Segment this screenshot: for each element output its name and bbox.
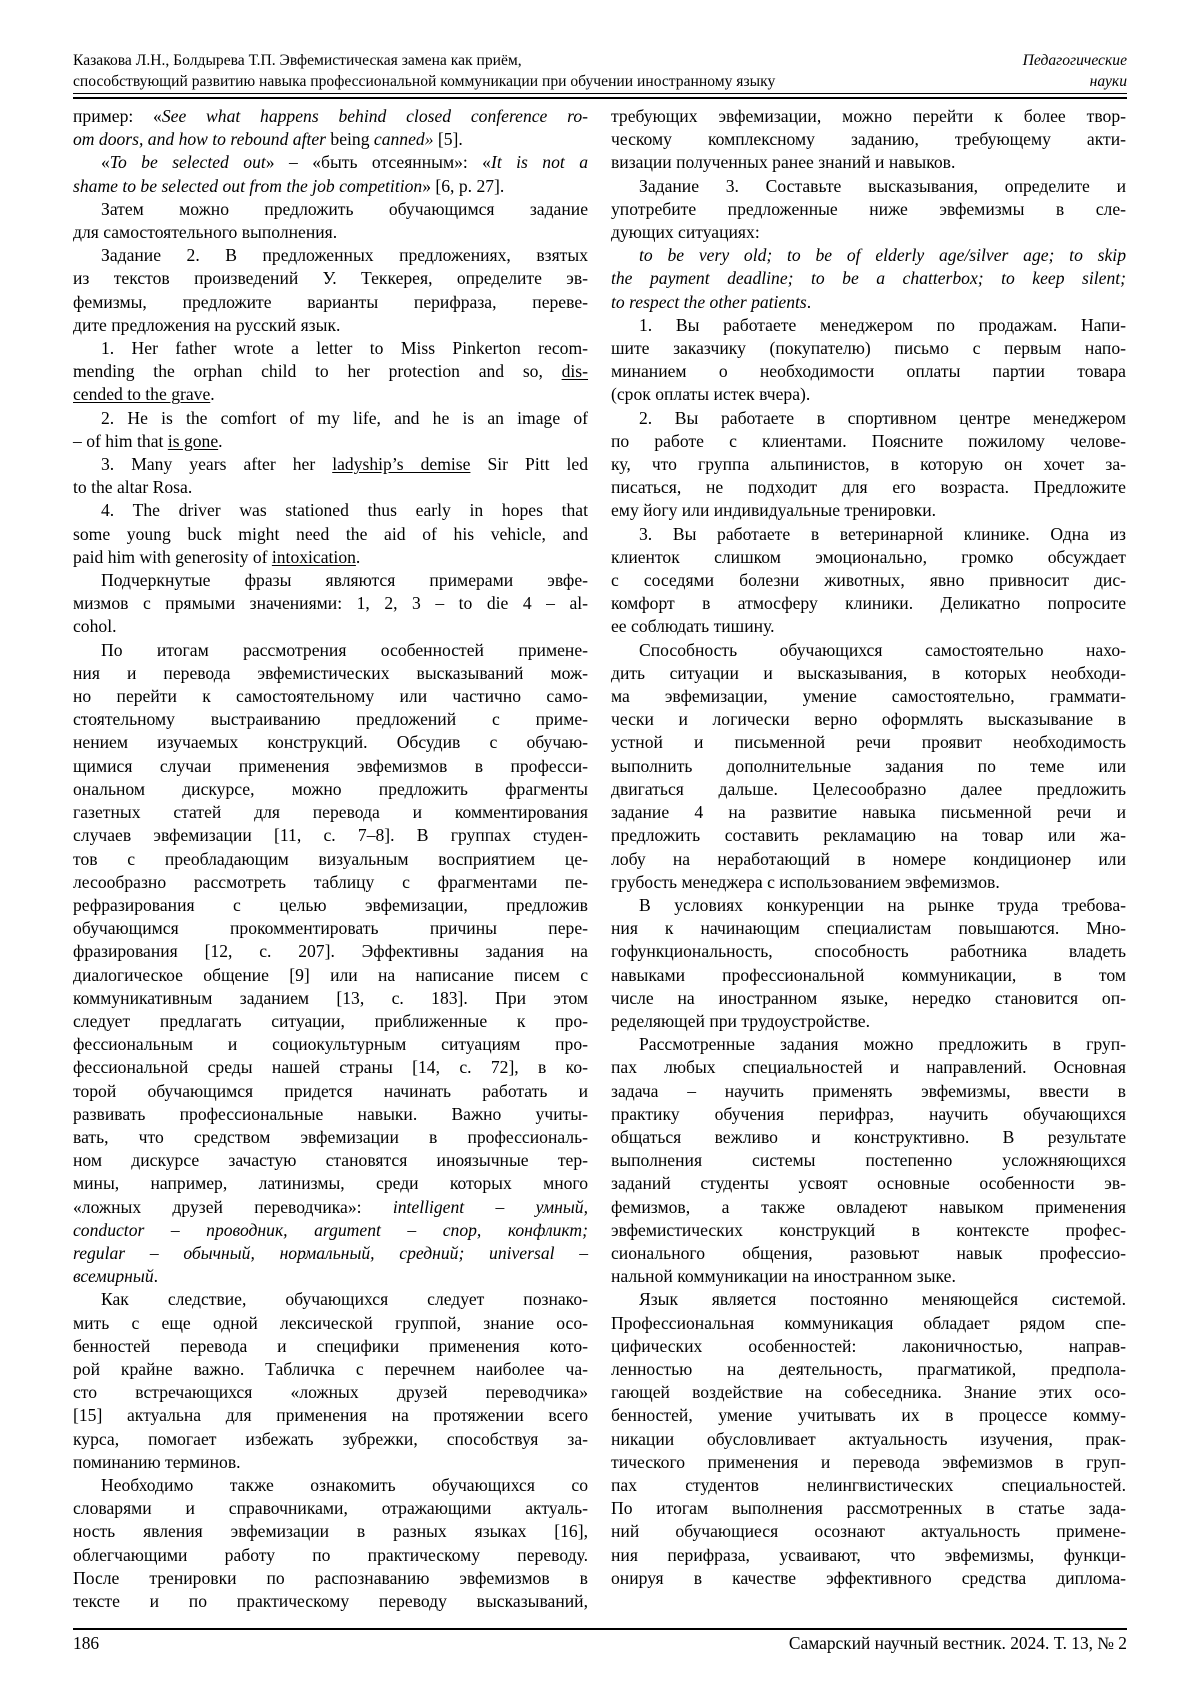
text-line: чески и логически верно оформлять высказывание в [611, 709, 1126, 730]
text-line: тов с преобладающим визуальным восприятием це- [73, 848, 588, 869]
text-line: ческому комплексному заданию, требующему акти- [611, 129, 1126, 150]
text-line: Способность обучающихся самостоятельно нахо- [639, 639, 1126, 660]
text-line: пример: «See what happens behind closed conference ro- [73, 106, 588, 126]
section-label [1023, 50, 1127, 92]
text-line: Подчеркнутые фразы являются примерами эвфе- [101, 570, 588, 591]
text-line: словарями и справочниками, отражающими актуаль- [73, 1498, 588, 1519]
text-line: ность явления эвфемизации в разных языках [16], [73, 1521, 588, 1542]
text-line: всемирный. [73, 1266, 159, 1287]
text-line: никации обусловливает актуальность изучения, прак- [611, 1428, 1126, 1449]
text-line: om doors, and how to rebound after being canned» [5]. [73, 129, 463, 150]
text-line: ленностью на деятельность, прагматикой, предпола- [611, 1358, 1126, 1379]
running-title-line2: способствующий развитию навыка профессиональной коммуникации при обучении иностранному языку [73, 73, 776, 90]
text-line: выполнения системы постепенно усложняющихся [611, 1150, 1126, 1171]
text-line: шите заказчику (покупателю) письмо с первым напо- [611, 338, 1126, 359]
text-line: бенностей перевода и специфики применения кото- [73, 1335, 588, 1356]
text-line: употребите предложенные ниже эвфемизмы в сле- [611, 198, 1126, 219]
text-line: торой обучающимся придется начинать работать и [73, 1080, 588, 1101]
text-line: стоятельному выстраиванию предложений с приме- [73, 709, 588, 730]
page-header [73, 50, 1127, 92]
text-line: визации полученных ранее знаний и навыков. [611, 152, 956, 173]
page-number: 186 [73, 1633, 100, 1654]
text-line: «ложных друзей переводчика»: intelligent – умный, [73, 1196, 589, 1217]
text-line: рой крайне важно. Табличка с перечнем наиболее ча- [73, 1358, 588, 1379]
text-line: мизмов с прямыми значениями: 1, 2, 3 – to die 4 – al- [73, 593, 588, 614]
text-line: из текстов произведений У. Теккерея, определите эв- [73, 268, 588, 289]
text-line: cended to the grave. [73, 384, 215, 405]
text-line: нальной коммуникации на иностранном зыке. [611, 1266, 956, 1287]
text-line: По итогам выполнения рассмотренных в статье зада- [611, 1498, 1126, 1519]
text-line: пах студентов нелингвистических специальностей. [611, 1474, 1126, 1495]
text-line: следует предлагать ситуации, приближенные к про- [73, 1010, 588, 1031]
text-line: Затем можно предложить обучающимся задание [101, 198, 588, 219]
text-line: фессиональной среды нашей страны [14, с. 72], в ко- [73, 1057, 588, 1078]
text-line: 1. Her father wrote a letter to Miss Pinkerton recom- [101, 338, 588, 359]
text-line: ее соблюдать тишину. [611, 616, 775, 637]
text-line: сто встречающихся «ложных друзей переводчика» [73, 1382, 588, 1403]
text-line: ния к начинающим специалистам повышаются. Мно- [611, 918, 1126, 939]
text-line: задание 4 на развитие навыка письменной речи и [611, 802, 1126, 823]
text-line: cohol. [73, 616, 117, 637]
text-line: 1. Вы работаете менеджером по продажам. Напи- [639, 314, 1126, 335]
text-line: to respect the other patients. [611, 291, 812, 312]
text-line: газетных статей для перевода и комментирования [73, 802, 588, 823]
text-line: В условиях конкуренции на рынке труда требова- [639, 894, 1126, 915]
text-line: фразирования [12, с. 207]. Эффективны задания на [73, 941, 588, 962]
text-line: 2. He is the comfort of my life, and he is an image of [101, 407, 588, 428]
running-title [73, 50, 775, 92]
text-line: 2. Вы работаете в спортивном центре менеджером [639, 407, 1126, 428]
text-line: заданий студенты усвоят основные особенности эв- [611, 1173, 1126, 1194]
text-line: to be very old; to be of elderly age/silver age; to skip [639, 245, 1126, 266]
text-line: – of him that is gone. [73, 430, 223, 451]
section-label-line2: науки [1089, 73, 1127, 90]
text-line: эвфемистических конструкций в контексте профес- [611, 1219, 1126, 1240]
text-line: Профессиональная коммуникация обладает рядом спе- [611, 1312, 1126, 1333]
text-line: развивать профессиональные навыки. Важно учиты- [73, 1103, 588, 1124]
text-line: требующих эвфемизации, можно перейти к более твор- [611, 106, 1126, 126]
text-line: практику обучения перифраз, научить обучающихся [611, 1103, 1126, 1124]
text-line: 3. Many years after her ladyship’s demise Sir Pitt led [101, 454, 589, 475]
text-line: мить с еще одной лексической группой, знание осо- [73, 1312, 588, 1333]
text-line: курса, помогает избежать зубрежки, способствуя за- [73, 1428, 588, 1449]
text-line: conductor – проводник, argument – спор, конфликт; [73, 1219, 588, 1240]
text-line: ональном дискурсе, можно предложить фрагменты [73, 778, 588, 799]
text-line: После тренировки по распознаванию эвфемизмов в [73, 1567, 588, 1588]
text-line: выполнить дополнительные задания по теме или [611, 755, 1126, 776]
text-line: ему йогу или индивидуальные тренировки. [611, 500, 937, 521]
running-title-line1: Казакова Л.Н., Болдырева Т.П. Эвфемистическая замена как приём, [73, 52, 522, 69]
text-line: Необходимо также ознакомить обучающихся со [101, 1474, 588, 1495]
text-line: тексте и по практическому переводу высказываний, [73, 1591, 588, 1611]
text-line: ний обучающиеся осознают актуальность примене- [611, 1521, 1126, 1542]
text-line: mending the orphan child to her protection and so, dis- [73, 361, 588, 382]
text-line: по работе с клиентами. Поясните пожилому челове- [611, 430, 1126, 451]
text-line: to the altar Rosa. [73, 477, 193, 498]
text-line: the payment deadline; to be a chatterbox; to keep silent; [611, 268, 1126, 289]
text-line: пах любых специальностей и направлений. Основная [611, 1057, 1126, 1078]
text-line: для самостоятельного выполнения. [73, 222, 338, 243]
section-label-line1: Педагогические [1022, 52, 1127, 69]
text-line: 4. The driver was stationed thus early in hopes that [101, 500, 588, 521]
text-line: задача – научить применять эвфемизмы, ввести в [611, 1080, 1126, 1101]
text-line: облегчающими работу по практическому переводу. [73, 1544, 588, 1565]
article-body [73, 105, 1127, 1613]
text-line: фемизмов, а также овладеют навыком применения [611, 1196, 1126, 1217]
text-line: ку, что группа альпинистов, в которую он хочет за- [611, 454, 1126, 475]
text-line: дите предложения на русский язык. [73, 314, 341, 335]
text-line: ния перифраза, усваивают, что эвфемизмы, функци- [611, 1544, 1126, 1565]
text-line: (срок оплаты истек вчера). [611, 384, 811, 405]
text-line: paid him with generosity of intoxication. [73, 546, 361, 567]
text-line: обучающимся прокомментировать причины пере- [73, 918, 588, 939]
text-line: дующих ситуациях: [611, 222, 760, 243]
text-line: лобу на неработающий в номере кондиционер или [611, 848, 1126, 869]
text-line: ределяющей при трудоустройстве. [611, 1010, 871, 1031]
text-line: поминанию терминов. [73, 1451, 241, 1472]
right-column [611, 105, 1126, 1613]
text-line: общаться вежливо и конструктивно. В результате [611, 1126, 1126, 1147]
text-line: цифических особенностей: лаконичностью, направ- [611, 1335, 1126, 1356]
text-line: комфорт в атмосферу клиники. Деликатно попросите [611, 593, 1126, 614]
text-line: regular – обычный, нормальный, средний; universal – [73, 1242, 588, 1263]
text-line: рефразирования с целью эвфемизации, предложив [73, 894, 588, 915]
text-line: Рассмотренные задания можно предложить в груп- [639, 1034, 1126, 1055]
text-line: но перейти к самостоятельному или частично само- [73, 686, 588, 707]
text-line: Задание 2. В предложенных предложениях, взятых [101, 245, 588, 266]
header-rule [73, 93, 1127, 99]
text-line: «To be selected out» – «быть отсеянным»: «It is not a [101, 152, 588, 173]
text-line: гающей воздействие на собеседника. Знание этих осо- [611, 1382, 1126, 1403]
text-line: По итогам рассмотрения особенностей примене- [101, 639, 588, 660]
text-line: с соседями болезни животных, явно привносит дис- [611, 570, 1126, 591]
text-line: нением изучаемых конструкций. Обсудив с обучаю- [73, 732, 588, 753]
text-line: ма эвфемизации, умение самостоятельно, граммати- [611, 686, 1126, 707]
text-line: фессиональным и социокультурным ситуациям про- [73, 1034, 588, 1055]
text-line: устной и письменной речи проявит необходимость [611, 732, 1126, 753]
text-line: лесообразно рассмотреть таблицу с фрагментами пе- [73, 871, 588, 892]
text-line: фемизмы, предложите варианты перифраза, переве- [73, 291, 588, 312]
text-line: грубость менеджера с использованием эвфемизмов. [611, 871, 1000, 892]
text-line: клиенток слишком эмоционально, громко обсуждает [611, 546, 1126, 567]
text-line: навыками профессиональной коммуникации, в том [611, 964, 1126, 985]
left-column [73, 105, 588, 1613]
text-line: бенностей, умение учитывать их в процессе комму- [611, 1405, 1126, 1426]
text-line: Задание 3. Составьте высказывания, определите и [639, 175, 1126, 196]
text-line: shame to be selected out from the job competition» [6, p. 27]. [73, 175, 505, 196]
text-line: [15] актуальна для применения на протяжении всего [73, 1405, 588, 1426]
text-line: случаев эвфемизации [11, с. 7–8]. В группах студен- [73, 825, 588, 846]
text-line: коммуникативным заданием [13, с. 183]. При этом [73, 987, 588, 1008]
text-line: диалогическое общение [9] или на написание писем с [73, 964, 588, 985]
text-line: дить ситуации и высказывания, в которых необходи- [611, 662, 1126, 683]
text-line: минанием о необходимости оплаты партии товара [611, 361, 1126, 382]
text-line: предложить составить рекламацию на товар или жа- [611, 825, 1126, 846]
text-line: онируя в качестве эффективного средства диплома- [611, 1567, 1126, 1588]
text-line: Как следствие, обучающихся следует познако- [101, 1289, 588, 1310]
page-footer [73, 1630, 1127, 1656]
text-line: мины, например, латинизмы, среди которых много [73, 1173, 588, 1194]
text-line: сионального общения, разовьют навык профессио- [611, 1242, 1126, 1263]
text-line: числе на иностранном языке, нередко становится оп- [611, 987, 1126, 1008]
text-line: тического применения и перевода эвфемизмов в груп- [611, 1451, 1126, 1472]
text-line: писаться, не подходит для его возраста. Предложите [611, 477, 1126, 498]
text-line: ния и перевода эвфемистических высказываний мож- [73, 662, 588, 683]
journal-citation: Самарский научный вестник. 2024. Т. 13, № 2 [788, 1633, 1127, 1654]
text-line: двигаться дальше. Целесообразно далее предложить [611, 778, 1126, 799]
text-line: вать, что средством эвфемизации в профессиональ- [73, 1126, 588, 1147]
text-line: гофункциональность, способность работника владеть [611, 941, 1126, 962]
text-line: Язык является постоянно меняющейся системой. [639, 1289, 1126, 1310]
text-line: щимися случаи применения эвфемизмов в професси- [73, 755, 588, 776]
text-line: ном дискурсе зачастую становятся иноязычные тер- [73, 1150, 588, 1171]
text-line: some young buck might need the aid of his vehicle, and [73, 523, 588, 544]
text-line: 3. Вы работаете в ветеринарной клинике. Одна из [639, 523, 1126, 544]
